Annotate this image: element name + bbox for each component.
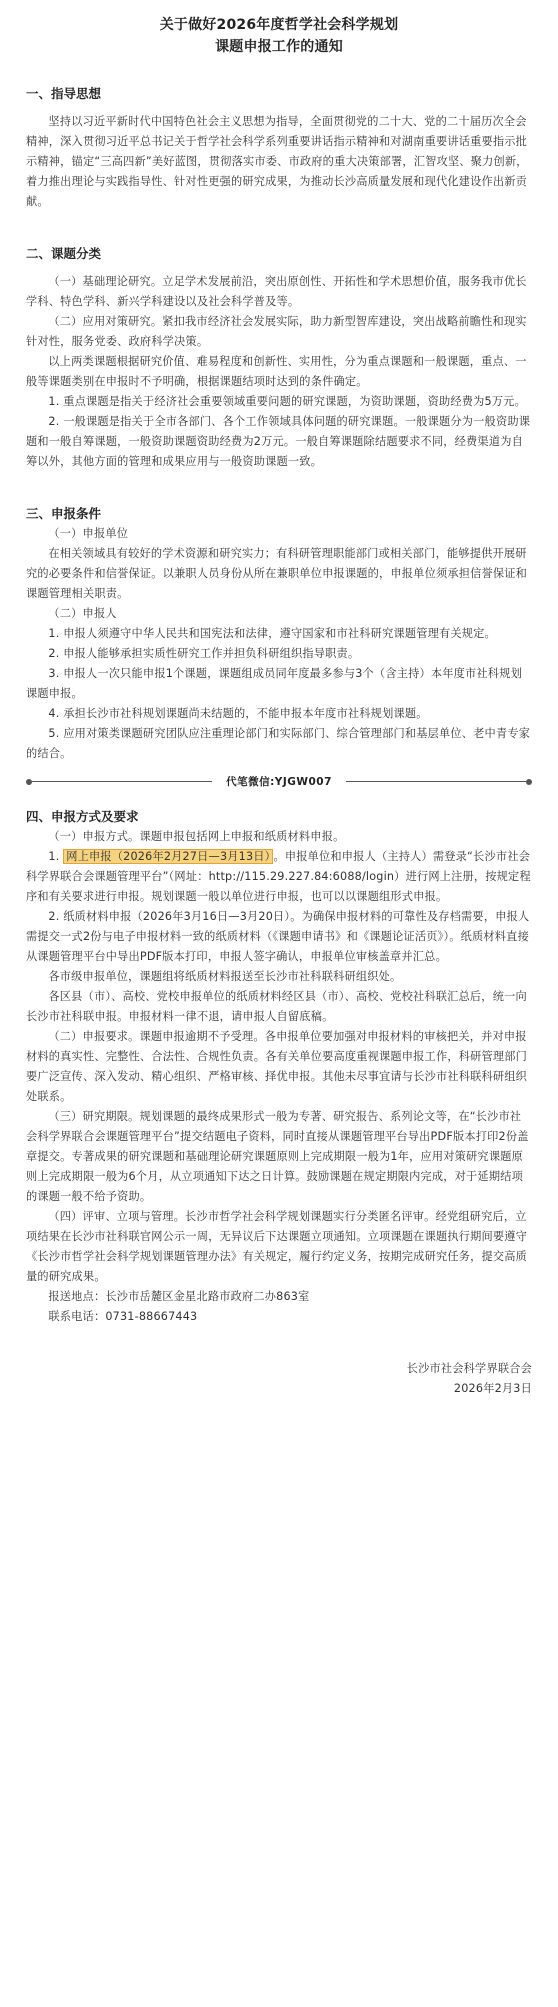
paragraph: 2. 一般课题是指关于全市各部门、各个工作领域具体问题的研究课题。一般课题分为一般资助课题和一般自筹课题，一般资助课题资助经费为2万元。一般自筹课题除结题要求不同，经费渠道为自筹以外，其他方面的管理和成果应用与一般资助课题一致。 (26, 415, 531, 468)
item-number: 1. (48, 850, 64, 863)
paragraph: 2. 纸质材料申报（2026年3月16日—3月20日）。为确保申报材料的可靠性及存档需要，申报人需提交一式2份与电子申报材料一致的纸质材料（《课题申请书》和《课题论证活页》）。纸质材料直接从课题管理平台中导出PDF版本打印，申报人签字确认，申报单位审核盖章并汇总。 (26, 910, 530, 963)
paragraph: 各市级申报单位，课题组将纸质材料报送至长沙市社科联科研组织处。 (48, 970, 402, 983)
signature-organization: 长沙市社会科学界联合会 (406, 1362, 532, 1375)
paragraph: 在相关领域具有较好的学术资源和研究实力；有科研管理职能部门或相关部门，能够提供开展研究的必要条件和信誉保证。以兼职人员身份从所在兼职单位申报课题的，申报单位须承担信誉保证和课题管理相关职责。 (26, 547, 528, 600)
paragraph: 1. 申报人须遵守中华人民共和国宪法和法律，遵守国家和市社科研究课题管理有关规定。 (48, 627, 496, 640)
document-title-line1: 关于做好2026年度哲学社会科学规划 (159, 17, 399, 33)
section-heading-guiding-ideology: 一、指导思想 (26, 86, 102, 101)
paragraph: （三）研究期限。规划课题的最终成果形式一般为专著、研究报告、系列论文等，在“长沙市社会科学界联合会课题管理平台”提交结题电子资料，同时直接从课题管理平台导出PDF版本打印2份盖章提交。专著成果的研究课题和基础理论研究课题原则上完成期限一般为1年，应用对策研究课题原则上完成期限一般为6个月，从立项通知下达之日计算。鼓励课题在规定期限内完成，对于延期结项的课题一般不给予资助。 (26, 1110, 529, 1203)
paragraph: 以上两类课题根据研究价值、难易程度和创新性、实用性，分为重点课题和一般课题，重点、一般等课题类别在申报时不予明确，根据课题结项时达到的条件确定。 (26, 355, 527, 388)
paragraph: 1. 重点课题是指关于经济社会重要领域重要问题的研究课题，为资助课题，资助经费为5万元。 (48, 395, 527, 408)
signature-date: 2026年2月3日 (453, 1382, 532, 1395)
section-heading-topic-categories: 二、课题分类 (26, 246, 102, 261)
paragraph: （一）基础理论研究。立足学术发展前沿，突出原创性、开拓性和学术思想价值，服务我市优长学科、特色学科、新兴学科建设以及社会科学普及等。 (26, 275, 527, 308)
divider-line (32, 781, 212, 782)
document-title-line2: 课题申报工作的通知 (215, 39, 343, 55)
paragraph: 5. 应用对策类课题研究团队应注重理论部门和实际部门、综合管理部门和基层单位、老中青专家的结合。 (26, 727, 531, 760)
paragraph: （二）应用对策研究。紧扣我市经济社会发展实际，助力新型智库建设，突出战略前瞻性和现实针对性，服务党委、政府科学决策。 (26, 315, 527, 348)
contact-phone: 联系电话：0731-88667443 (48, 1310, 198, 1323)
paragraph: （四）评审、立项与管理。长沙市哲学社会科学规划课题实行分类匿名评审。经党组研究后，立项结果在长沙市社科联官网公示一周，无异议后下达课题立项通知。立项课题在课题执行期间要遵守《长沙市哲学社会科学规划课题管理办法》有关规定，履行约定义务，按期完成研究任务，提交高质量的研究成果。 (26, 1210, 528, 1283)
subheading: （一）申报方式。课题申报包括网上申报和纸质材料申报。 (48, 830, 345, 843)
submission-address: 报送地点：长沙市岳麓区金星北路市政府二办863室 (48, 1290, 310, 1303)
paragraph: 2. 申报人能够承担实质性研究工作并担负科研组织指导职责。 (48, 647, 360, 660)
paragraph-text: 。申报单位和申报人（主持人）需登录“长沙市社会科学界联合会课题管理平台”（网址：http://115.29.227.84:6088/login）进行网上注册，按规定程序和有关要求进行申报。规划课题一般以单位进行申报，也可以以课题组形式申报。 (26, 850, 531, 903)
divider-text: 代笔微信:YJGW007 (226, 776, 332, 788)
highlighted-date-range: 网上申报（2026年2月27日—3月13日） (63, 849, 273, 864)
paragraph-online-application (26, 847, 532, 907)
divider-line (346, 781, 526, 782)
subheading: （二）申报人 (48, 607, 117, 620)
paragraph: 坚持以习近平新时代中国特色社会主义思想为指导，全面贯彻党的二十大、党的二十届历次全会精神，深入贯彻习近平总书记关于哲学社会科学系列重要讲话指示精神和对湖南重要讲话重要指示批示精神，锚定“三高四新”美好蓝图，贯彻落实市委、市政府的重大决策部署，汇智攻坚、聚力创新，着力推出理论与实践指导性、针对性更强的研究成果，为推动长沙高质量发展和现代化建设作出新贡献。 (26, 115, 528, 208)
paragraph: 各区县（市）、高校、党校申报单位的纸质材料经区县（市）、高校、党校社科联汇总后，统一向长沙市社科联申报。申报材料一律不退，请申报人自留底稿。 (26, 990, 527, 1023)
paragraph: （二）申报要求。课题申报逾期不予受理。各申报单位要加强对申报材料的审核把关，并对申报材料的真实性、完整性、合法性、合规性负责。各有关单位要高度重视课题申报工作，科研管理部门要广泛宣传、深入发动、精心组织、严格审核、择优申报。其他未尽事宜请与长沙市社科联科研组织处联系。 (26, 1030, 528, 1103)
paragraph: 4. 承担长沙市社科规划课题尚未结题的，不能申报本年度市社科规划课题。 (48, 707, 428, 720)
section-divider (26, 774, 532, 789)
section-heading-application-conditions: 三、申报条件 (26, 506, 102, 521)
section-heading-application-method: 四、申报方式及要求 (26, 809, 139, 824)
divider-dot (526, 779, 532, 785)
paragraph: 3. 申报人一次只能申报1个课题，课题组成员同年度最多参与3个（含主持）本年度市社科规划课题申报。 (26, 667, 522, 700)
subheading: （一）申报单位 (48, 527, 129, 540)
